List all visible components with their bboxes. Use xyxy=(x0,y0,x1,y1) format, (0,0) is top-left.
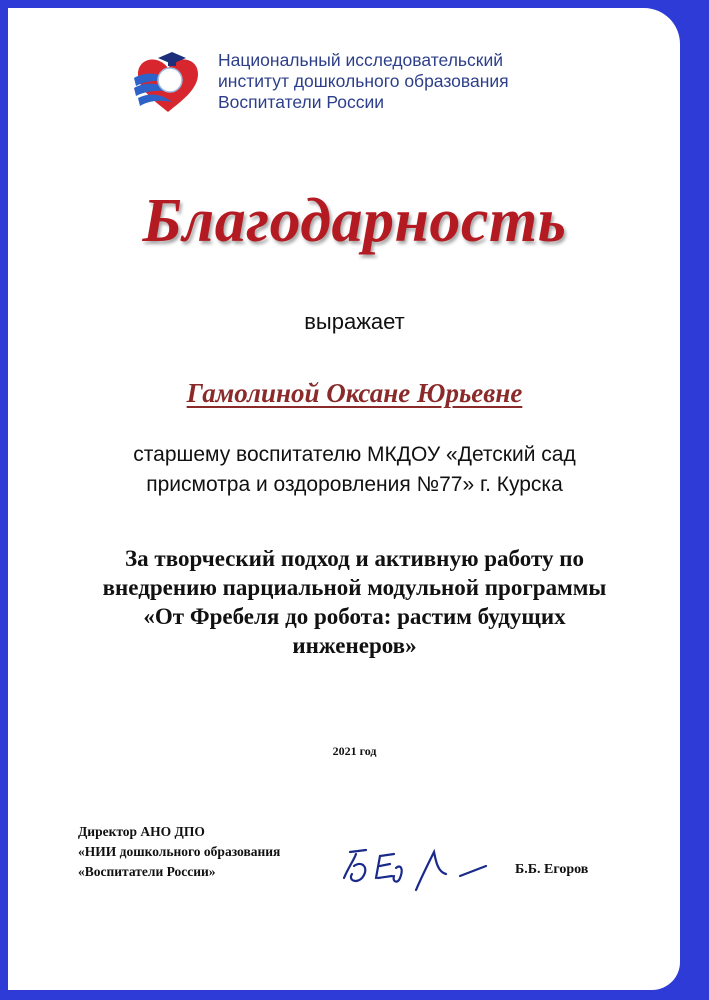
expresses-text: выражает xyxy=(304,309,405,334)
certificate-title: Благодарность xyxy=(142,187,567,255)
recipient-name xyxy=(0,378,709,409)
recipient-name-text: Гамолиной Оксане Юрьевне xyxy=(186,378,523,408)
signature-icon xyxy=(336,838,496,898)
organization-name: Национальный исследовательский институт дошкольного образования Воспитатели России xyxy=(218,50,509,112)
award-year: 2021 год xyxy=(332,744,377,758)
institute-logo-icon xyxy=(128,44,208,114)
signer-name: Б.Б. Егоров xyxy=(515,862,589,877)
director-title: Директор АНО ДПО «НИИ дошкольного образования «Воспитатели России» xyxy=(78,824,281,879)
award-reason: За творческий подход и активную работу по внедрению парциальной модульной программы «От Фребеля до робота: растим будущих инженеров» xyxy=(102,546,607,658)
recipient-position: старшему воспитателю МКДОУ «Детский сад присмотра и оздоровления №77» г. Курска xyxy=(133,443,576,496)
